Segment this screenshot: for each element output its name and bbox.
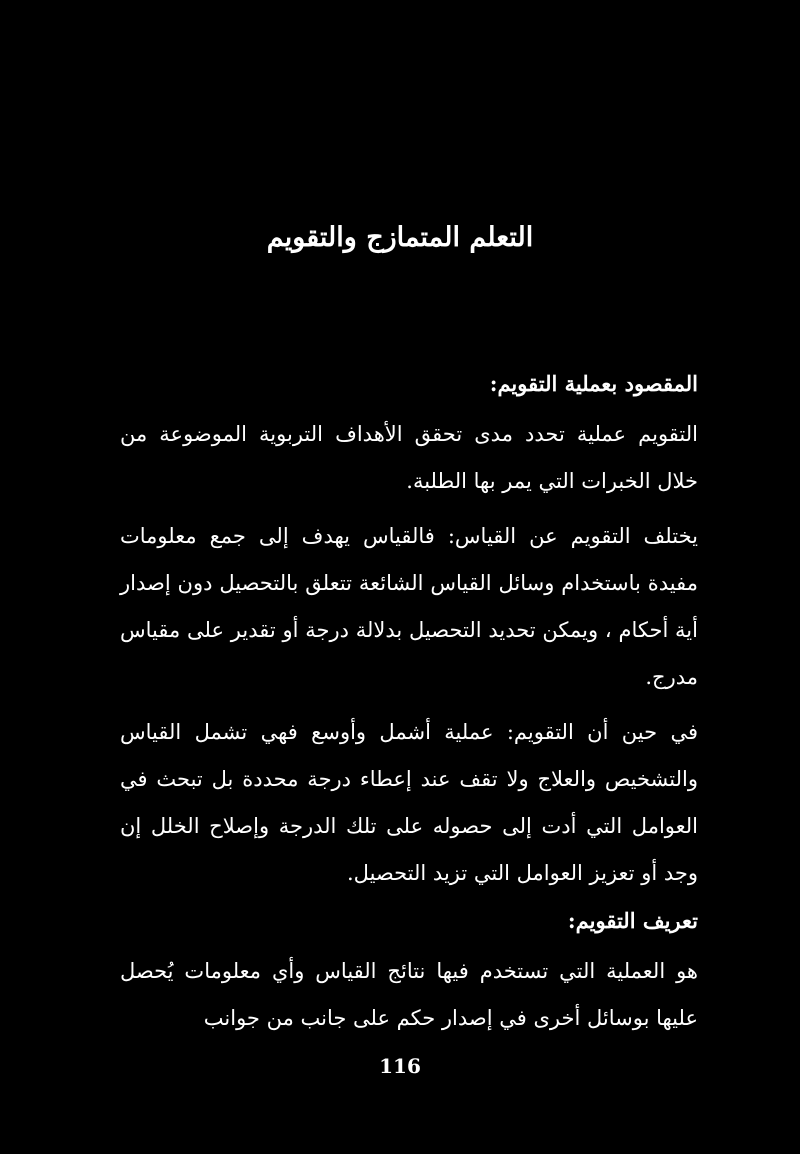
- paragraph-measurement-difference: يختلف التقويم عن القياس: فالقياس يهدف إلى جمع معلومات مفيدة باستخدام وسائل القياس الشائعة تتعلق بالتحصيل دون إصدار أية أحكام ، ويمكن تحديد التحصيل بدلالة درجة أو تقدير على مقياس مدرج.: [120, 524, 698, 689]
- section-heading-definition: تعريف التقويم:: [567, 908, 698, 933]
- paragraph-evaluation-scope: في حين أن التقويم: عملية أشمل وأوسع فهي تشمل القياس والتشخيص والعلاج ولا تقف عند إعطاء درجة محددة بل تبحث في العوامل التي أدت إلى حصوله على تلك الدرجة وإصلاح الخلل إن وجد أو تعزيز العوامل التي تزيد التحصيل.: [120, 720, 698, 885]
- section-heading-meaning: المقصود بعملية التقويم:: [489, 371, 698, 396]
- paragraph-evaluation-definition: هو العملية التي تستخدم فيها نتائج القياس وأي معلومات يُحصل عليها بوسائل أخرى في إصدار حكم على جانب من جوانب: [120, 959, 698, 1030]
- page-body: [120, 360, 698, 1042]
- page-title: التعلم المتمازج والتقويم: [266, 222, 534, 253]
- page-number: 116: [379, 1054, 421, 1078]
- paragraph-definition-intro: التقويم عملية تحدد مدى تحقق الأهداف التربوية الموضوعة من خلال الخبرات التي يمر بها الطلبة.: [120, 422, 698, 493]
